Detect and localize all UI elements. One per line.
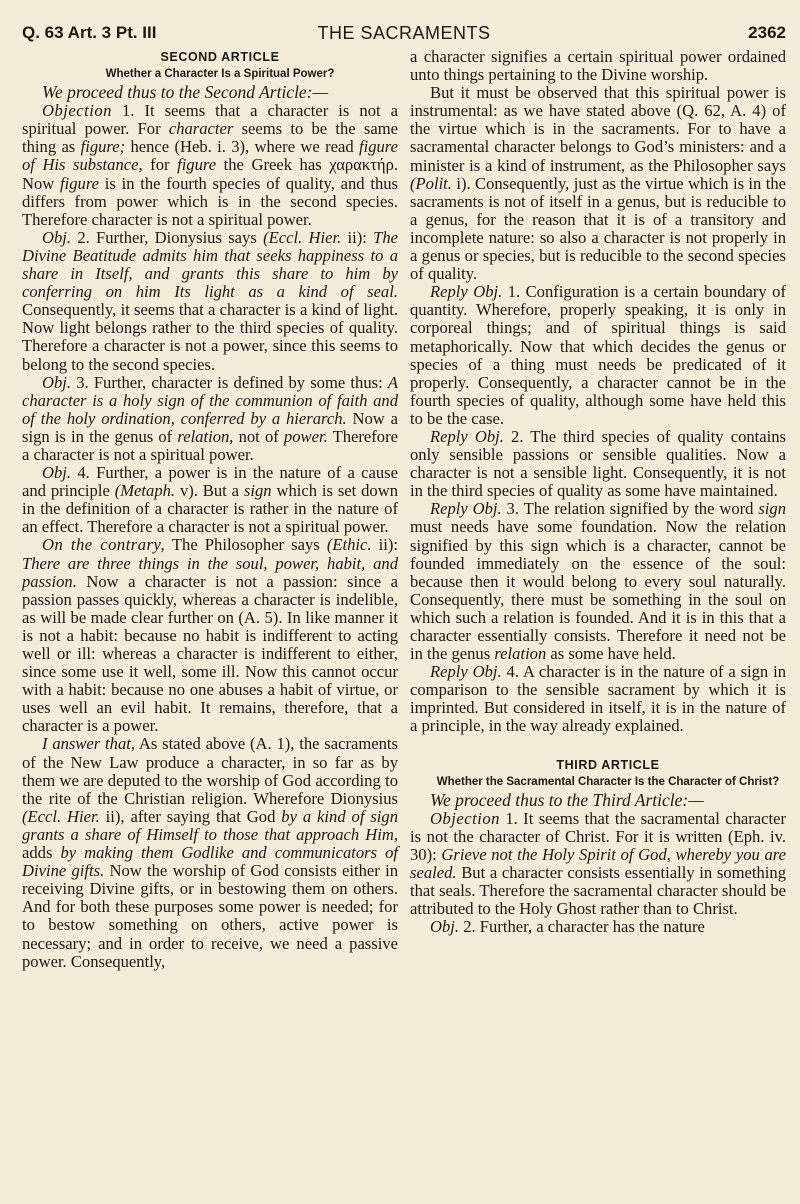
continuation-paragraph: a character signifies a certain spiritual power ordained unto things pertaining to the Divine worship. [410, 47, 786, 85]
i-answer-that-paragraph: I answer that, As stated above (A. 1), the sacraments of the New Law produce a character, in so far as by them we are deputed to the worship of God according to the rite of the Christian religion. Wherefore Dionysius (Eccl. Hier. ii), after saying that God by a kind of sign grants a share of Himself to those that approach Him, adds by making them Godlike and communicators of Divine gifts. Now the worship of God consists either in receiving Divine gifts, or in bestowing them on others. And for both these purposes some power is needed; for to bestow something on others, active power is necessary; and in order to receive, we need a passive power. Consequently, [22, 734, 398, 971]
right-column [410, 48, 786, 971]
reply-4-paragraph: Reply Obj. 4. A character is in the nature of a sign in comparison to the sensible sacrament by which it is imprinted. But considered in itself, it is in the nature of a principle, in the way already explained. [410, 662, 787, 736]
article-heading: SECOND ARTICLE [160, 50, 280, 64]
third-proceed-line: We proceed thus to the Third Article:— [430, 789, 704, 810]
article-spacer [410, 736, 786, 756]
objection-3-paragraph: Obj. 3. Further, character is defined by some thus: A character is a holy sign of the communion of faith and of the holy ordination, conferred by a hierarch. Now a sign is in the genus of relation, not of power. Therefore a character is not a spiritual power. [22, 372, 398, 464]
running-title: THE SACRAMENTS [317, 23, 491, 43]
objection-4-paragraph: Obj. 4. Further, a power is in the nature of a cause and principle (Metaph. v). But a sign which is set down in the definition of a character is rather in the nature of an effect. Therefore a character is not a spiritual power. [22, 463, 399, 537]
instrumental-power-paragraph: But it must be observed that this spiritual power is instrumental: as we have stated above (Q. 62, A. 4) of the virtue which is in the sacraments. For to have a sacramental character belongs to God’s ministers: and a minister is a kind of instrument, as the Philosopher says (Polit. i). Consequently, just as the virtue which is in the sacraments is not of itself in a genus, but is reducible to a genus, for the reason that it is of a transitory and incomplete nature: so also a character is not properly in a genus or species, but is reducible to the second species of quality. [410, 83, 786, 284]
left-column [22, 48, 398, 971]
text-columns [22, 48, 786, 971]
third-objection-1-paragraph: Objection 1. It seems that the sacramental character is not the character of Christ. For it is written (Eph. iv. 30): Grieve not the Holy Spirit of God, whereby you are sealed. But a character consists essentially in something that seals. Therefore the sacramental character should be attributed to the Holy Ghost rather than to Christ. [410, 808, 786, 919]
third-article-question: Whether the Sacramental Character Is the Character of Christ? [436, 775, 780, 788]
proceed-line: We proceed thus to the Second Article:— [42, 82, 329, 103]
article-question: Whether a Character Is a Spiritual Power? [105, 68, 335, 81]
objection-1-paragraph: Objection 1. It seems that a character is not a spiritual power. For character seems to be the same thing as figure; hence (Heb. i. 3), where we read figure of His substance, for figure the Greek has χαρακτήρ. Now figure is in the fourth species of quality, and thus differs from power which is in the second species. Therefore character is not a spiritual power. [22, 101, 399, 229]
reply-3-paragraph: Reply Obj. 3. The relation signified by the word sign must needs have some foundation. Now the relation signified by this sign which is a character, cannot be founded immediately on the essence of the soul: because then it would belong to every soul naturally. Consequently, there must be something in the soul on which such a relation is founded. And it is in this that a character essentially consists. Therefore it need not be in the genus relation as some have held. [410, 499, 786, 664]
third-objection-2-paragraph: Obj. 2. Further, a character has the nature [430, 917, 705, 937]
objection-2-paragraph: Obj. 2. Further, Dionysius says (Eccl. Hier. ii): The Divine Beatitude admits him that seeks happiness to a share in Itself, and grants this share to him by conferring on him Its light as a kind of seal. Consequently, it seems that a character is a kind of light. Now light belongs rather to the third species of quality. Therefore a character is not a power, since this seems to belong to the second species. [22, 227, 399, 374]
reply-2-paragraph: Reply Obj. 2. The third species of quality contains only sensible passions or sensible qualities. Now a character is not a sensible light. Consequently, it is not in the third species of quality as some have maintained. [410, 426, 787, 501]
section-reference: Q. 63 Art. 3 Pt. III [22, 23, 157, 42]
third-article-heading: THIRD ARTICLE [556, 757, 660, 772]
on-the-contrary-paragraph: On the contrary, The Philosopher says (Ethic. ii): There are three things in the soul, power, habit, and passion. Now a character is not a passion: since a passion passes quickly, whereas a character is indelible, as will be made clear further on (A. 5). In like manner it is not a habit: because no habit is indifferent to acting well or ill: whereas a character is indifferent to either, since some use it well, some ill. Now this cannot occur with a habit: because no one abuses a habit of virtue, or uses well an evil habit. It remains, therefore, that a character is a power. [22, 535, 399, 736]
reply-1-paragraph: Reply Obj. 1. Configuration is a certain boundary of quantity. Wherefore, properly speaking, it is only in corporeal things; and of spiritual things is said metaphorically. Now that which decides the genus or species of a thing must needs be predicated of it properly. Consequently, a character cannot be in the fourth species of quality, although some have held this to be the case. [410, 282, 786, 428]
running-head [22, 20, 786, 46]
page-number: 2362 [748, 23, 786, 42]
